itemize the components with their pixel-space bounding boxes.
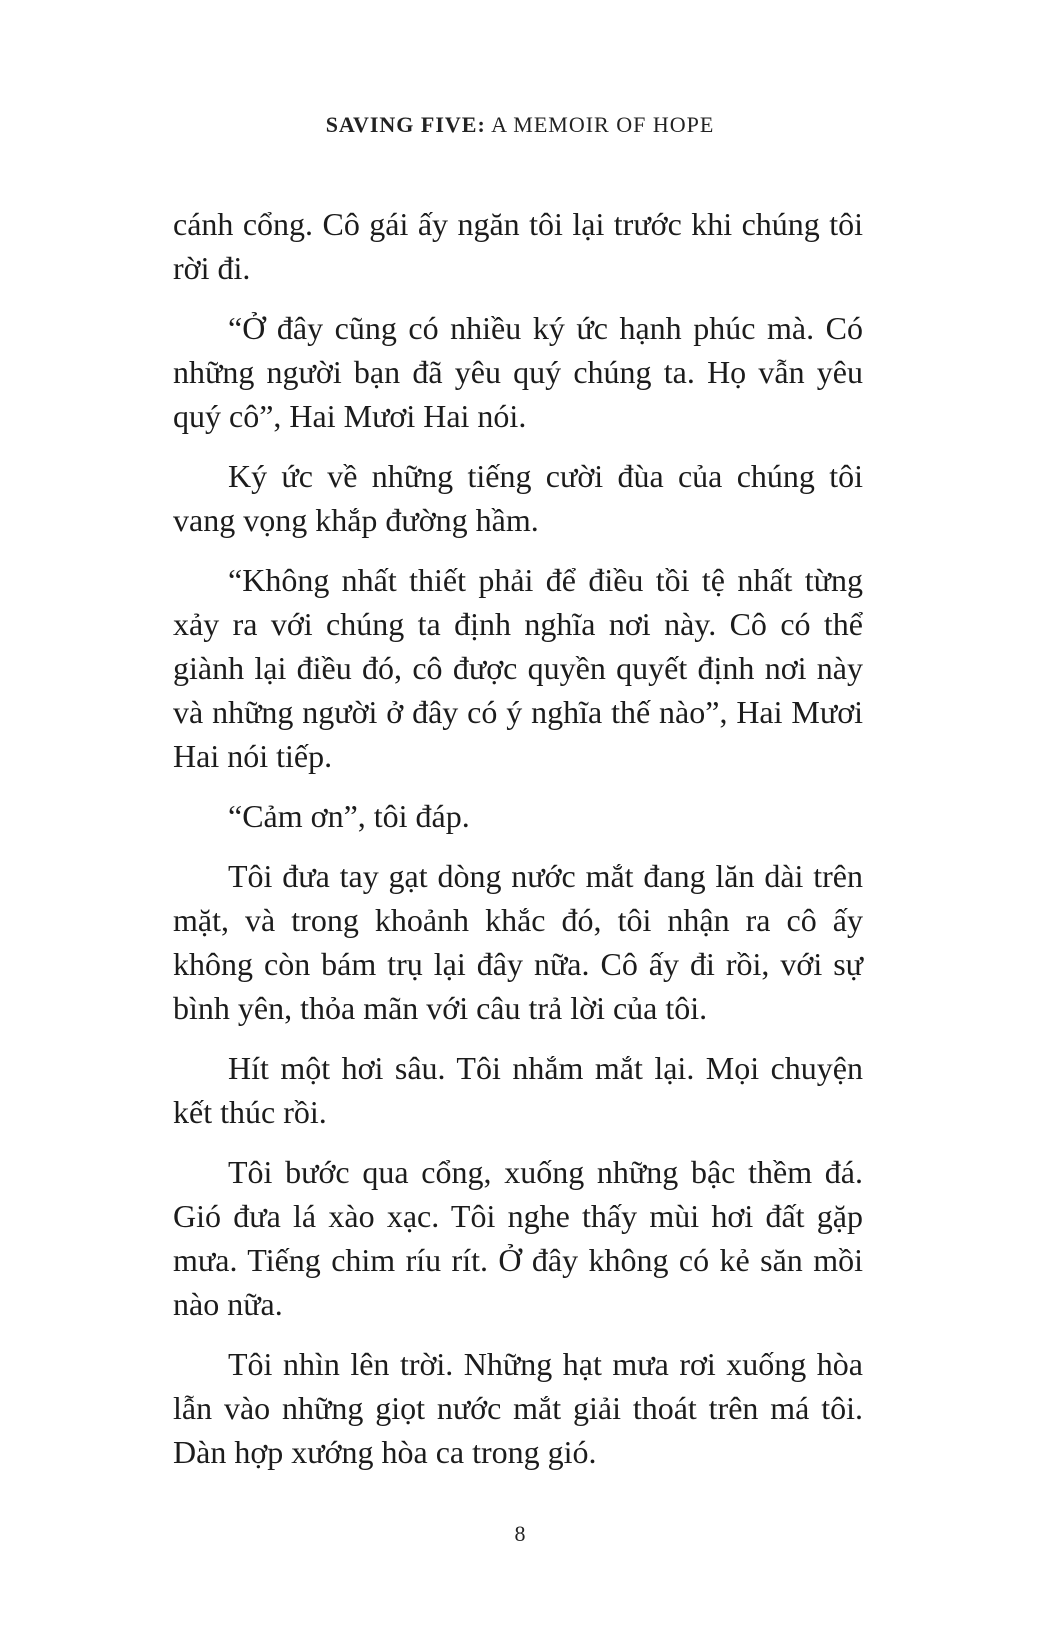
header-title-bold: SAVING FIVE: xyxy=(325,112,486,137)
paragraph: Hít một hơi sâu. Tôi nhắm mắt lại. Mọi chuyện kết thúc rồi. xyxy=(173,1050,863,1130)
body-text xyxy=(173,202,863,1490)
running-header xyxy=(0,112,1040,138)
paragraph: Tôi bước qua cổng, xuống những bậc thềm đá. Gió đưa lá xào xạc. Tôi nghe thấy mùi hơi đất gặp mưa. Tiếng chim ríu rít. Ở đây không có kẻ săn mồi nào nữa. xyxy=(173,1154,863,1322)
paragraph: “Không nhất thiết phải để điều tồi tệ nhất từng xảy ra với chúng ta định nghĩa nơi này. Cô có thể giành lại điều đó, cô được quyền quyết định nơi này và những người ở đây có ý nghĩa thế nào”, Hai Mươi Hai nói tiếp. xyxy=(173,562,863,774)
paragraph: “Cảm ơn”, tôi đáp. xyxy=(228,798,470,834)
paragraph: Tôi đưa tay gạt dòng nước mắt đang lăn dài trên mặt, và trong khoảnh khắc đó, tôi nhận ra cô ấy không còn bám trụ lại đây nữa. Cô ấy đi rồi, với sự bình yên, thỏa mãn với câu trả lời của tôi. xyxy=(173,858,863,1026)
page-number: 8 xyxy=(514,1521,526,1546)
paragraph: “Ở đây cũng có nhiều ký ức hạnh phúc mà. Có những người bạn đã yêu quý chúng ta. Họ vẫn yêu quý cô”, Hai Mươi Hai nói. xyxy=(173,310,863,434)
paragraph: cánh cổng. Cô gái ấy ngăn tôi lại trước khi chúng tôi rời đi. xyxy=(173,206,863,286)
header-title-rest: A MEMOIR OF HOPE xyxy=(485,112,715,137)
paragraph: Tôi nhìn lên trời. Những hạt mưa rơi xuống hòa lẫn vào những giọt nước mắt giải thoát trên má tôi. Dàn hợp xướng hòa ca trong gió. xyxy=(173,1346,863,1470)
paragraph: Ký ức về những tiếng cười đùa của chúng tôi vang vọng khắp đường hầm. xyxy=(173,458,863,538)
